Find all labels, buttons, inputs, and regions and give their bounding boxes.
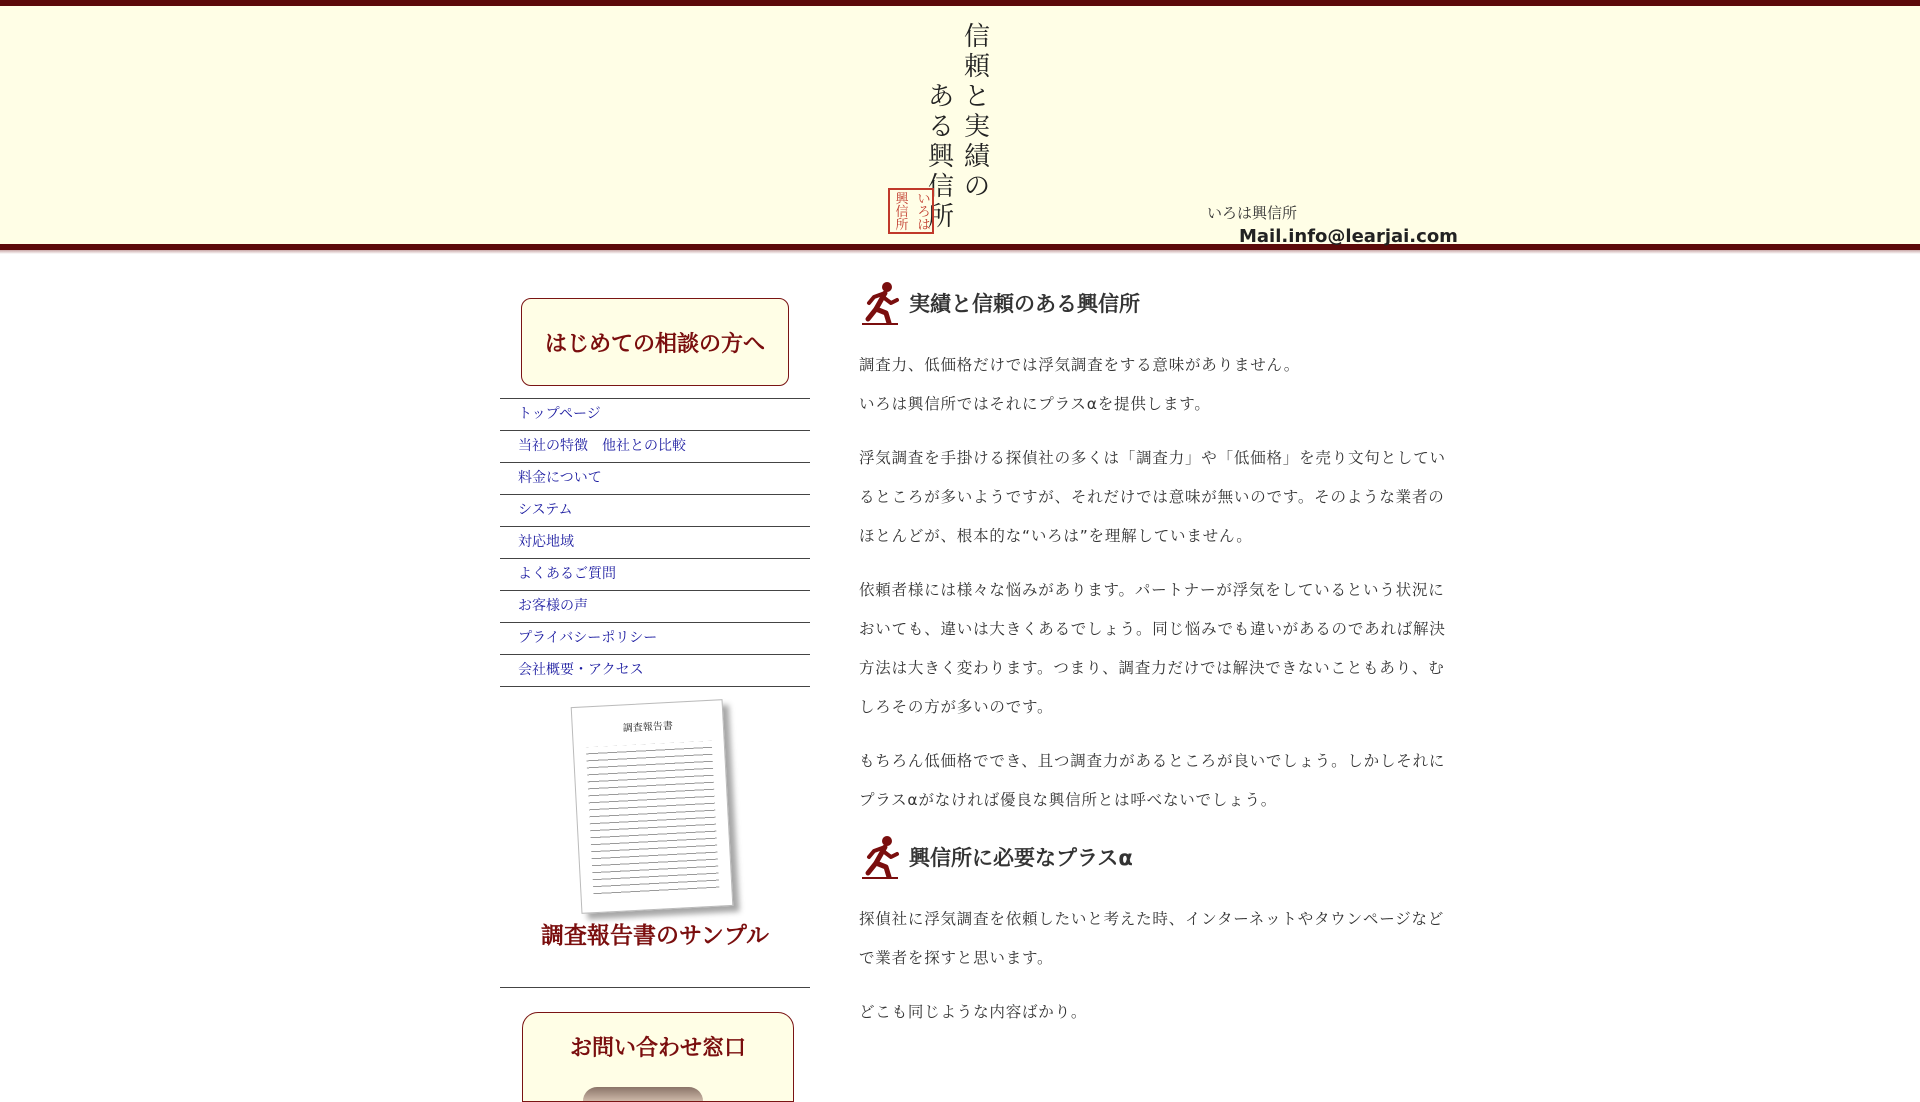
sidebar <box>500 298 810 1061</box>
paragraph: 依頼者様には様々な悩みがあります。パートナーが浮気をしているという状況においても、違いは大きくあるでしょう。同じ悩みでも違いがあるのであれば解決方法は大きく変わります。つまり、調査力だけでは解決できないこともあり、むしろその方が多いのです。 <box>859 581 1446 716</box>
vertical-char: は <box>917 218 931 233</box>
section-title-2 <box>859 834 1459 880</box>
contact-label: お問い合わせ窓口 <box>569 1035 746 1061</box>
nav-item-company[interactable]: 会社概要・アクセス <box>500 655 810 687</box>
tagline-column-1 <box>962 22 992 202</box>
report-document-lines <box>586 741 720 898</box>
email-address[interactable]: Mail.info@learjai.com <box>1239 226 1458 247</box>
section-heading: 実績と信頼のある興信所 <box>909 292 1140 316</box>
report-document-image <box>571 699 734 914</box>
company-seal-icon <box>888 188 934 234</box>
vertical-char: る <box>927 112 954 142</box>
vertical-char: 興 <box>927 142 954 172</box>
main-content <box>859 280 1459 1032</box>
running-man-icon <box>859 281 901 325</box>
vertical-char: 信 <box>927 172 954 202</box>
vertical-char: 頼 <box>963 52 990 82</box>
contact-person-photo <box>583 1087 703 1101</box>
vertical-char: 信 <box>963 22 990 52</box>
vertical-char: の <box>963 172 990 202</box>
vertical-char: い <box>917 192 931 207</box>
paragraph: 探偵社に浮気調査を依頼したいと考えた時、インターネットやタウンページなどで業者を探すと思います。 <box>859 910 1445 967</box>
vertical-char: 所 <box>895 218 909 233</box>
nav-item-top[interactable]: トップページ <box>500 399 810 431</box>
report-sample-label: 調査報告書のサンプル <box>541 922 769 949</box>
vertical-char: と <box>963 82 990 112</box>
nav-item-privacy[interactable]: プライバシーポリシー <box>500 623 810 655</box>
paragraph: もちろん低価格ででき、且つ調査力があるところが良いでしょう。しかしそれにプラスαがなければ優良な興信所とは呼べないでしょう。 <box>859 752 1446 809</box>
paragraph: 浮気調査を手掛ける探偵社の多くは「調査力」や「低価格」を売り文句としているところが多いようですが、それだけでは意味が無いのです。そのような業者のほとんどが、根本的な“いろは”を理解していません。 <box>859 449 1446 545</box>
nav-item-features[interactable]: 当社の特徴 他社との比較 <box>500 431 810 463</box>
nav-item-faq[interactable]: よくあるご質問 <box>500 559 810 591</box>
paragraph: 調査力、低価格だけでは浮気調査をする意味がありません。 <box>859 356 1301 374</box>
paragraph: どこも同じような内容ばかり。 <box>859 1003 1088 1021</box>
report-sample-link[interactable] <box>500 687 810 988</box>
nav-menu <box>500 398 810 687</box>
vertical-char: 績 <box>963 142 990 172</box>
vertical-char: あ <box>927 82 954 112</box>
vertical-char: 信 <box>895 205 909 220</box>
paragraph: いろは興信所ではそれにプラスαを提供します。 <box>859 395 1211 413</box>
vertical-char: ろ <box>917 205 931 220</box>
report-document-title: 調査報告書 <box>622 720 674 735</box>
vertical-char: 所 <box>927 202 954 232</box>
nav-item-pricing[interactable]: 料金について <box>500 463 810 495</box>
running-man-icon <box>859 835 901 879</box>
nav-item-system[interactable]: システム <box>500 495 810 527</box>
nav-item-voices[interactable]: お客様の声 <box>500 591 810 623</box>
first-consult-label: はじめての相談の方へ <box>544 330 765 357</box>
section-heading: 興信所に必要なプラスα <box>909 846 1133 870</box>
company-name: いろは興信所 <box>1207 204 1298 222</box>
nav-item-area[interactable]: 対応地域 <box>500 527 810 559</box>
section-title-1 <box>859 280 1459 326</box>
vertical-char: 興 <box>895 192 909 207</box>
header-shadow <box>0 250 1920 254</box>
first-consult-button[interactable] <box>521 298 789 386</box>
contact-button[interactable] <box>522 1012 794 1102</box>
vertical-char: 実 <box>963 112 990 142</box>
site-header <box>0 0 1920 250</box>
